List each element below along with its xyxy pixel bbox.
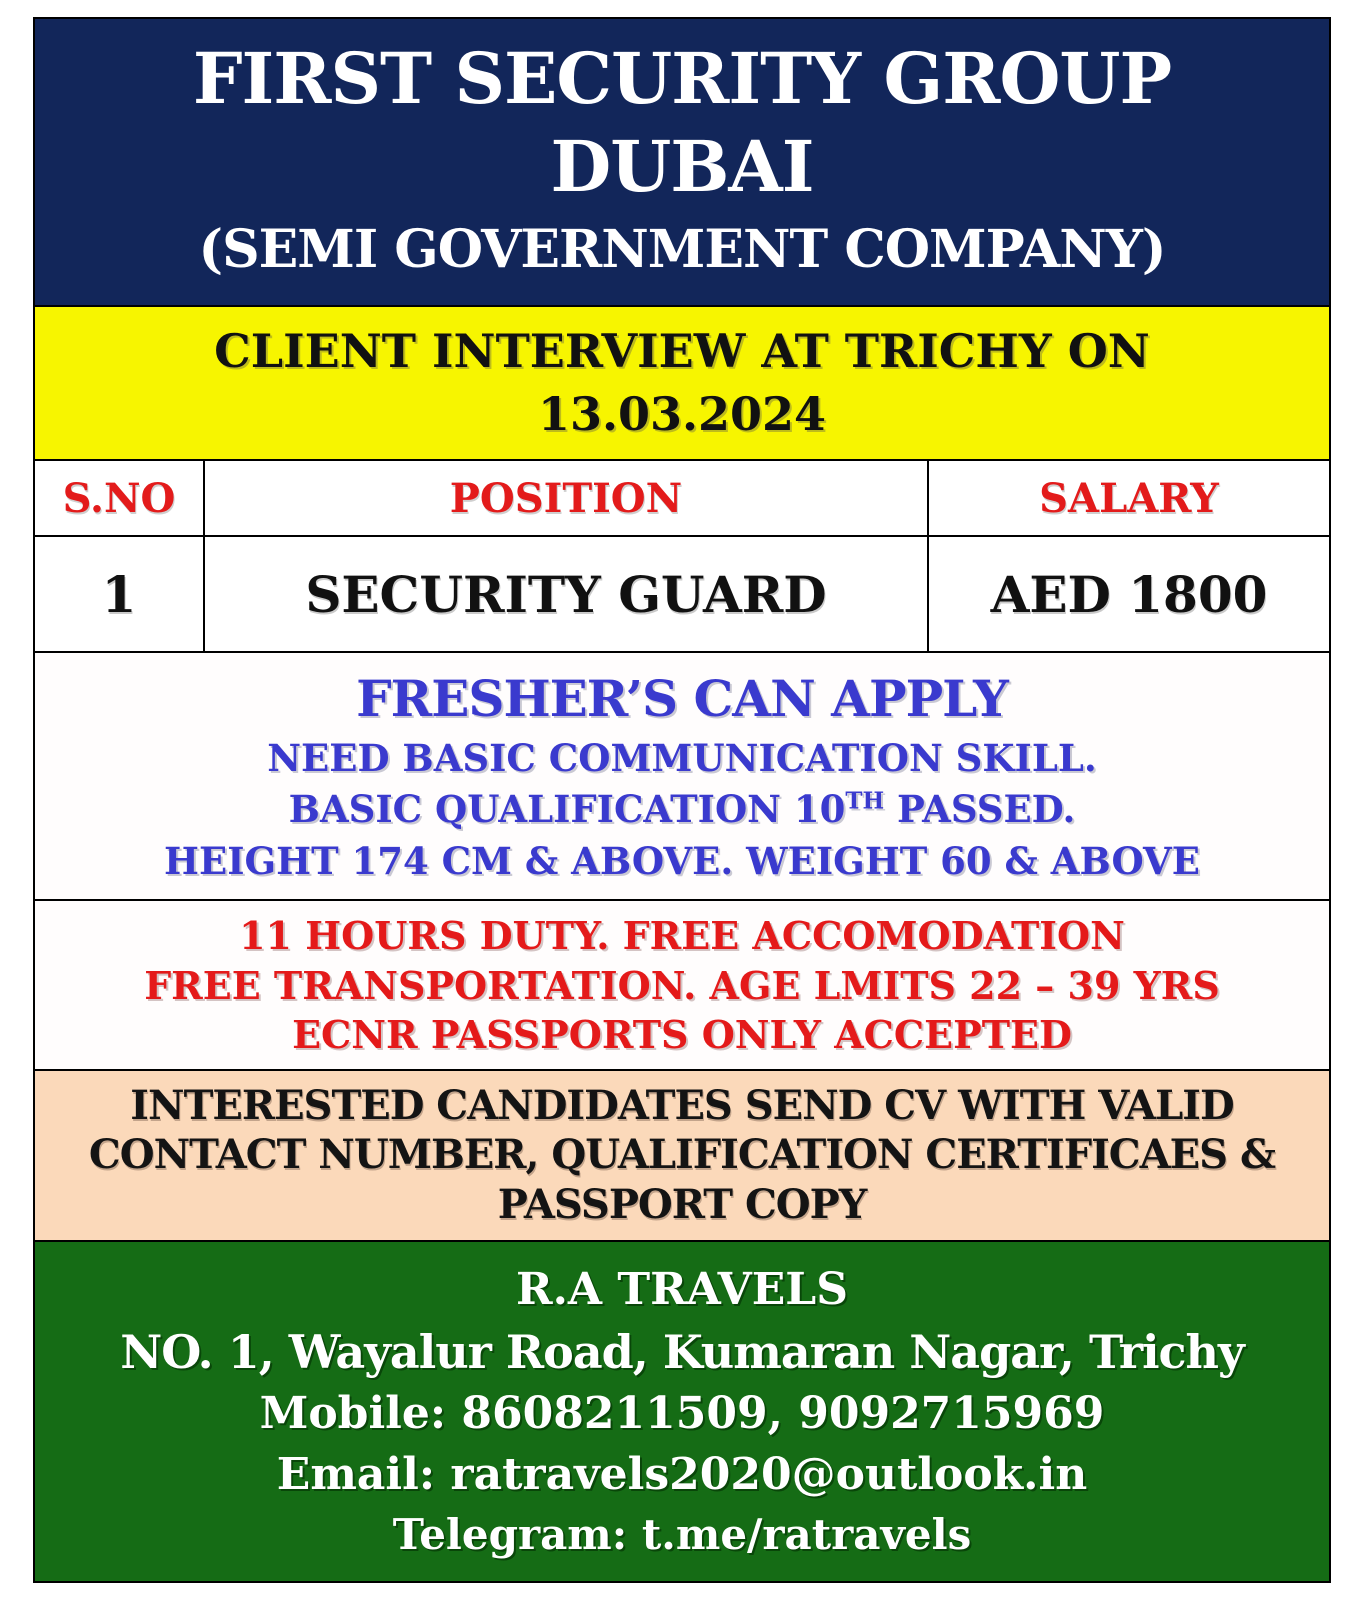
company-header [35,19,1329,307]
benefits-line-passport: ECNR PASSPORTS ONLY ACCEPTED [292,1011,1072,1057]
column-header-salary: SALARY [1039,474,1219,522]
benefits-line-transport-age: FREE TRANSPORTATION. AGE LMITS 22 – 39 YRS [144,962,1220,1008]
table-row [35,537,1329,653]
company-type: (SEMI GOVERNMENT COMPANY) [198,218,1166,280]
agency-footer [35,1242,1329,1581]
column-header-sno: S.NO [35,461,205,535]
eligibility-section [35,653,1329,901]
agency-mobile: Mobile: 8608211509, 9092715969 [259,1388,1105,1440]
agency-address: NO. 1, Wayalur Road, Kumaran Nagar, Trichy [120,1324,1244,1379]
qualification-superscript: TH [845,788,885,816]
benefits-line-duty: 11 HOURS DUTY. FREE ACCOMODATION [239,913,1125,959]
eligibility-heading: FRESHER’S CAN APPLY [356,668,1008,728]
interview-banner [35,307,1329,461]
agency-telegram: Telegram: t.me/ratravels [392,1510,972,1560]
apply-note-line2: CONTACT NUMBER, QUALIFICATION CERTIFICAES & [88,1131,1276,1179]
eligibility-line-qualification [289,787,1076,831]
cell-salary: AED 1800 [990,564,1268,624]
cell-sno: 1 [35,537,205,651]
column-header-position: POSITION [205,461,929,535]
eligibility-line-communication: NEED BASIC COMMUNICATION SKILL. [267,735,1097,780]
qualification-text: BASIC QUALIFICATION 10 [288,787,846,832]
agency-email: Email: ratravels2020@outlook.in [276,1449,1088,1501]
company-name-line1: FIRST SECURITY GROUP [192,37,1172,121]
interview-date: 13.03.2024 [537,387,827,442]
eligibility-line-height-weight: HEIGHT 174 CM & ABOVE. WEIGHT 60 & ABOVE [164,839,1200,884]
cell-position: SECURITY GUARD [205,537,929,651]
positions-table-header [35,461,1329,537]
benefits-section [35,901,1329,1071]
qualification-text-end: PASSED. [884,787,1076,832]
apply-note-line3: PASSPORT COPY [497,1180,867,1228]
apply-note-line1: INTERESTED CANDIDATES SEND CV WITH VALID [130,1081,1234,1129]
interview-banner-line1: CLIENT INTERVIEW AT TRICHY ON [214,324,1150,379]
job-poster [33,17,1331,1583]
agency-name: R.A TRAVELS [516,1263,848,1315]
company-name-line2: DUBAI [550,124,814,208]
apply-note-section [35,1071,1329,1242]
